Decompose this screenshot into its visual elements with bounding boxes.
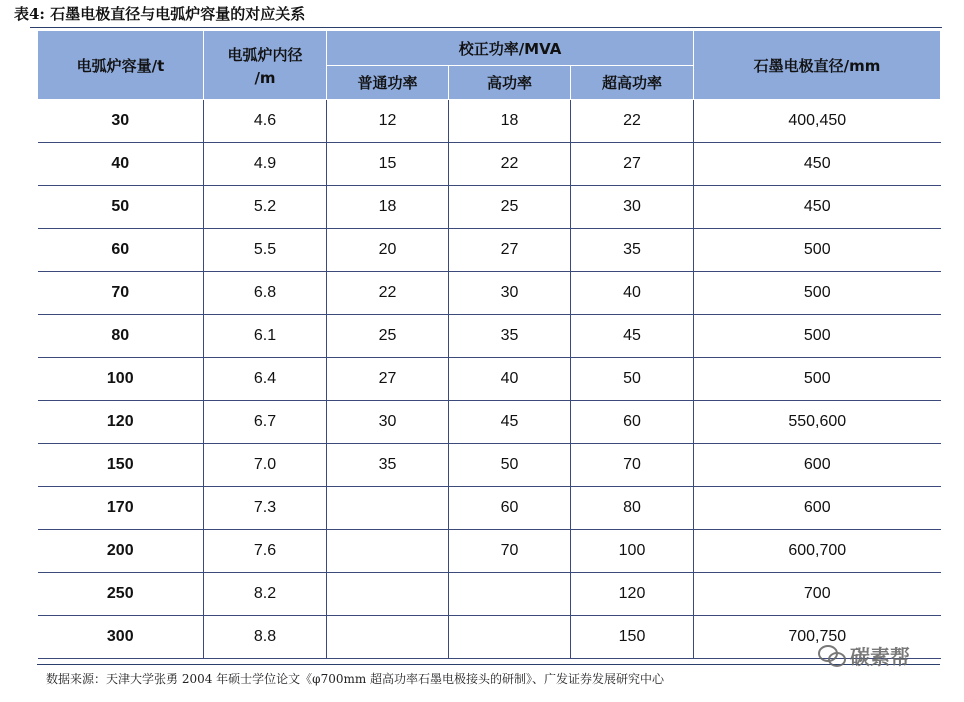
- cell-capacity: 80: [38, 315, 204, 358]
- cell-normal-power: 15: [327, 143, 449, 186]
- cell-high-power: 22: [449, 143, 571, 186]
- cell-high-power: 70: [449, 530, 571, 573]
- cell-normal-power: [327, 616, 449, 659]
- cell-diameter: 7.6: [204, 530, 327, 573]
- cell-electrode: 500: [694, 229, 941, 272]
- cell-ultra-power: 70: [571, 444, 694, 487]
- cell-capacity: 250: [38, 573, 204, 616]
- header-diameter-line1: 电弧炉内径: [227, 45, 303, 64]
- cell-capacity: 120: [38, 401, 204, 444]
- cell-electrode: 550,600: [694, 401, 941, 444]
- cell-diameter: 4.6: [204, 100, 327, 143]
- source-note: 数据来源：天津大学张勇 2004 年硕士学位论文《φ700mm 超高功率石墨电极接头的研制》、广发证券发展研究中心: [46, 672, 665, 686]
- cell-normal-power: 20: [327, 229, 449, 272]
- cell-capacity: 60: [38, 229, 204, 272]
- table-row: [38, 229, 941, 272]
- header-ultra-power: 超高功率: [571, 66, 694, 100]
- cell-ultra-power: 50: [571, 358, 694, 401]
- cell-diameter: 4.9: [204, 143, 327, 186]
- cell-normal-power: 25: [327, 315, 449, 358]
- table-row: [38, 186, 941, 229]
- header-power-group: 校正功率/MVA: [327, 31, 694, 66]
- cell-ultra-power: 80: [571, 487, 694, 530]
- cell-normal-power: [327, 530, 449, 573]
- cell-capacity: 30: [38, 100, 204, 143]
- cell-high-power: 27: [449, 229, 571, 272]
- cell-ultra-power: 40: [571, 272, 694, 315]
- cell-high-power: 60: [449, 487, 571, 530]
- cell-high-power: 50: [449, 444, 571, 487]
- table-row: [38, 100, 941, 143]
- cell-high-power: 35: [449, 315, 571, 358]
- table-title: 表4: 石墨电极直径与电弧炉容量的对应关系: [14, 5, 306, 23]
- cell-ultra-power: 30: [571, 186, 694, 229]
- cell-ultra-power: 150: [571, 616, 694, 659]
- table-row: [38, 315, 941, 358]
- cell-electrode: 450: [694, 143, 941, 186]
- table-body: [38, 100, 941, 659]
- cell-diameter: 8.8: [204, 616, 327, 659]
- cell-electrode: 500: [694, 272, 941, 315]
- cell-electrode: 700,750: [694, 616, 941, 659]
- cell-normal-power: 35: [327, 444, 449, 487]
- cell-normal-power: 27: [327, 358, 449, 401]
- cell-electrode: 450: [694, 186, 941, 229]
- cell-diameter: 5.5: [204, 229, 327, 272]
- header-capacity: 电弧炉容量/t: [38, 31, 204, 100]
- cell-diameter: 5.2: [204, 186, 327, 229]
- cell-diameter: 7.3: [204, 487, 327, 530]
- cell-high-power: 18: [449, 100, 571, 143]
- cell-electrode: 600,700: [694, 530, 941, 573]
- cell-capacity: 300: [38, 616, 204, 659]
- cell-normal-power: 12: [327, 100, 449, 143]
- cell-capacity: 200: [38, 530, 204, 573]
- cell-electrode: 700: [694, 573, 941, 616]
- cell-diameter: 8.2: [204, 573, 327, 616]
- watermark: [818, 641, 910, 670]
- cell-ultra-power: 120: [571, 573, 694, 616]
- cell-ultra-power: 100: [571, 530, 694, 573]
- cell-capacity: 40: [38, 143, 204, 186]
- header-high-power: 高功率: [449, 66, 571, 100]
- watermark-text: 碳素帮: [850, 645, 910, 669]
- table-row: [38, 401, 941, 444]
- table-row: [38, 272, 941, 315]
- table-row: [38, 616, 941, 659]
- cell-diameter: 6.1: [204, 315, 327, 358]
- header-diameter: [204, 31, 327, 100]
- cell-ultra-power: 45: [571, 315, 694, 358]
- cell-diameter: 6.7: [204, 401, 327, 444]
- cell-electrode: 600: [694, 487, 941, 530]
- cell-capacity: 150: [38, 444, 204, 487]
- cell-high-power: 30: [449, 272, 571, 315]
- cell-high-power: 40: [449, 358, 571, 401]
- cell-electrode: 500: [694, 315, 941, 358]
- cell-normal-power: [327, 487, 449, 530]
- cell-high-power: 25: [449, 186, 571, 229]
- cell-capacity: 70: [38, 272, 204, 315]
- cell-normal-power: [327, 573, 449, 616]
- cell-electrode: 600: [694, 444, 941, 487]
- cell-diameter: 6.4: [204, 358, 327, 401]
- electrode-table: [37, 30, 941, 659]
- cell-electrode: 400,450: [694, 100, 941, 143]
- table-row: [38, 444, 941, 487]
- cell-diameter: 7.0: [204, 444, 327, 487]
- cell-high-power: [449, 616, 571, 659]
- footer-divider: [37, 664, 940, 665]
- cell-ultra-power: 27: [571, 143, 694, 186]
- cell-electrode: 500: [694, 358, 941, 401]
- cell-normal-power: 22: [327, 272, 449, 315]
- cell-ultra-power: 35: [571, 229, 694, 272]
- cell-high-power: 45: [449, 401, 571, 444]
- cell-ultra-power: 22: [571, 100, 694, 143]
- header-diameter-line2: /m: [254, 68, 276, 87]
- header-electrode: 石墨电极直径/mm: [694, 31, 941, 100]
- header-normal-power: 普通功率: [327, 66, 449, 100]
- cell-ultra-power: 60: [571, 401, 694, 444]
- title-divider: [30, 27, 942, 28]
- wechat-icon: [818, 645, 846, 667]
- table-row: [38, 143, 941, 186]
- table-row: [38, 530, 941, 573]
- table-row: [38, 573, 941, 616]
- cell-high-power: [449, 573, 571, 616]
- cell-capacity: 50: [38, 186, 204, 229]
- cell-normal-power: 18: [327, 186, 449, 229]
- cell-normal-power: 30: [327, 401, 449, 444]
- cell-capacity: 100: [38, 358, 204, 401]
- table-row: [38, 358, 941, 401]
- cell-capacity: 170: [38, 487, 204, 530]
- table-row: [38, 487, 941, 530]
- cell-diameter: 6.8: [204, 272, 327, 315]
